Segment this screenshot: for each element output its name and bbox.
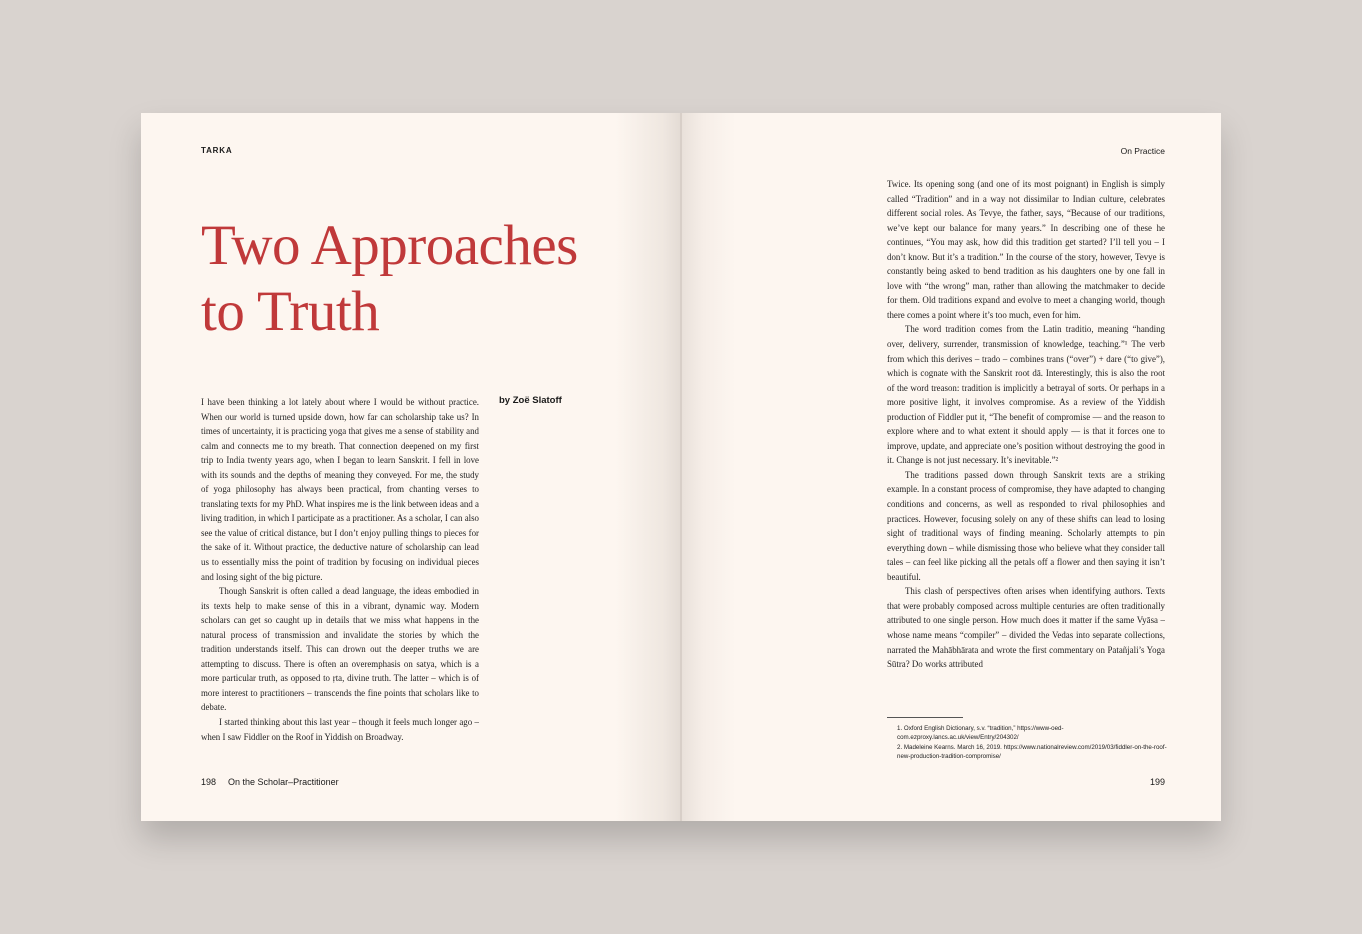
body-paragraph: This clash of perspectives often arises when identifying authors. Texts that were probably composed across multiple centuries are often traditionally attributed to one single person. How much does it matter if the same Vyāsa – whose name means “compiler” – divided the Vedas into separate collections, narrated the Mahābhārata and wrote the first commentary on Patañjali’s Yoga Sūtra? Do works attributed: [887, 586, 1165, 670]
running-head-section: On Practice: [1120, 146, 1165, 156]
page-number: 198: [201, 777, 217, 787]
footnote: 1. Oxford English Dictionary, s.v. “tradition,” https://www-oed-com.ezproxy.lancs.ac.uk/view/Entry/204302/: [897, 725, 1064, 742]
body-paragraph: I started thinking about this last year – though it feels much longer ago – when I saw Fiddler on the Roof in Yiddish on Broadway.: [201, 717, 479, 742]
footnotes: [887, 724, 1169, 762]
left-folio: [201, 777, 339, 787]
body-paragraph: Twice. Its opening song (and one of its most poignant) in English is simply called “Tradition” and in a way not dissimilar to Indian culture, celebrates different social roles. As Tevye, the father, says, “Because of our traditions, we’ve kept our balance for many years.” In describing one of these he continues, “You may ask, how did this tradition get started? I’ll tell you – I don’t know. But it’s a tradition.” In the course of the story, however, Tevye is constantly being asked to bend tradition as his daughters one by one fall in love with “the wrong” man, rather than allowing the matchmaker to decide for them. Old traditions expand and evolve to meet a changing world, though there comes a point where it’s too much, even for him.: [887, 179, 1165, 320]
folio-title: On the Scholar–Practitioner: [228, 777, 339, 787]
right-body-column: [887, 177, 1165, 672]
body-paragraph: The traditions passed down through Sanskrit texts are a striking example. In a constant process of compromise, they have adapted to changing conditions and concerns, as well as responded to rival philosophies and practices. However, focusing solely on any of these shifts can lead to losing sight of traditional ways of finding meaning. Scholarly attempts to pin everything down – while dismissing those who believe what they consider tall tales – can feel like picking all the petals off a flower and then saying it isn’t beautiful.: [887, 469, 1165, 582]
byline: by Zoë Slatoff: [499, 395, 562, 406]
footnote-rule: [887, 717, 963, 718]
page-number: 199: [1149, 777, 1165, 787]
title-line-1: Two Approaches: [201, 214, 578, 277]
body-paragraph: Though Sanskrit is often called a dead language, the ideas embodied in its texts help to make sense of this in a vibrant, dynamic way. Modern scholars can get so caught up in details that we miss what happens in the natural process of transmission and invalidate the stories by which the tradition understands itself. This can drown out the deeper truths we are attempting to discuss. There is often an overemphasis on satya, which is a more particular truth, as opposed to ṛta, divine truth. The latter – which is of more interest to practitioners – transcends the fine points that scholars like to debate.: [201, 586, 479, 713]
left-body-column: [201, 395, 479, 744]
right-folio: [1150, 777, 1165, 787]
book-spread: [141, 113, 1221, 821]
running-head-kicker: TARKA: [201, 146, 233, 155]
footnote: 2. Madeleine Kearns. March 16, 2019. https://www.nationalreview.com/2019/03/fiddler-on-the-roof-new-production-tradition-compromise/: [897, 743, 1167, 761]
article-title: [201, 213, 641, 345]
body-paragraph: I have been thinking a lot lately about where I would be without practice. When our world is turned upside down, how far can scholarship take us? In times of uncertainty, it is practicing yoga that gives me a sense of stability and calm and connects me to my breath. That connection deepened on my first trip to India twenty years ago, when I began to learn Sanskrit. I fell in love with its sounds and the depths of meaning they conveyed. For me, the study of yoga philosophy has always been practical, from chanting verses to translating texts for my PhD. What inspires me is the link between ideas and a living tradition, in which I participate as a practitioner. As a scholar, I can also see the value of critical distance, but I don’t enjoy pulling things to pieces for the sake of it. Without practice, the deductive nature of scholarship can lead us to essentially miss the point of tradition by focusing on individual pieces and losing sight of the big picture.: [201, 397, 479, 582]
left-page: [141, 113, 680, 821]
right-page: [682, 113, 1221, 821]
title-line-2: to Truth: [201, 280, 380, 343]
body-paragraph: The word tradition comes from the Latin traditio, meaning “handing over, delivery, surrender, transmission of knowledge, teaching.”¹ The verb from which this derives – trado – combines trans (“over”) + dare (“to give”), which is cognate with the Sanskrit root dā. Interestingly, this is also the root of the word treason: tradition is implicitly a betrayal of sorts. Or perhaps in a more positive light, it involves compromise. As a review of the Yiddish production of Fiddler put it, “The benefit of compromise — and the reason to explore where and to what extent it should apply — is that it forces one to improve, update, and appreciate one’s position without destroying the good in it. Change is not just necessary. It’s inevitable.”²: [887, 324, 1165, 466]
